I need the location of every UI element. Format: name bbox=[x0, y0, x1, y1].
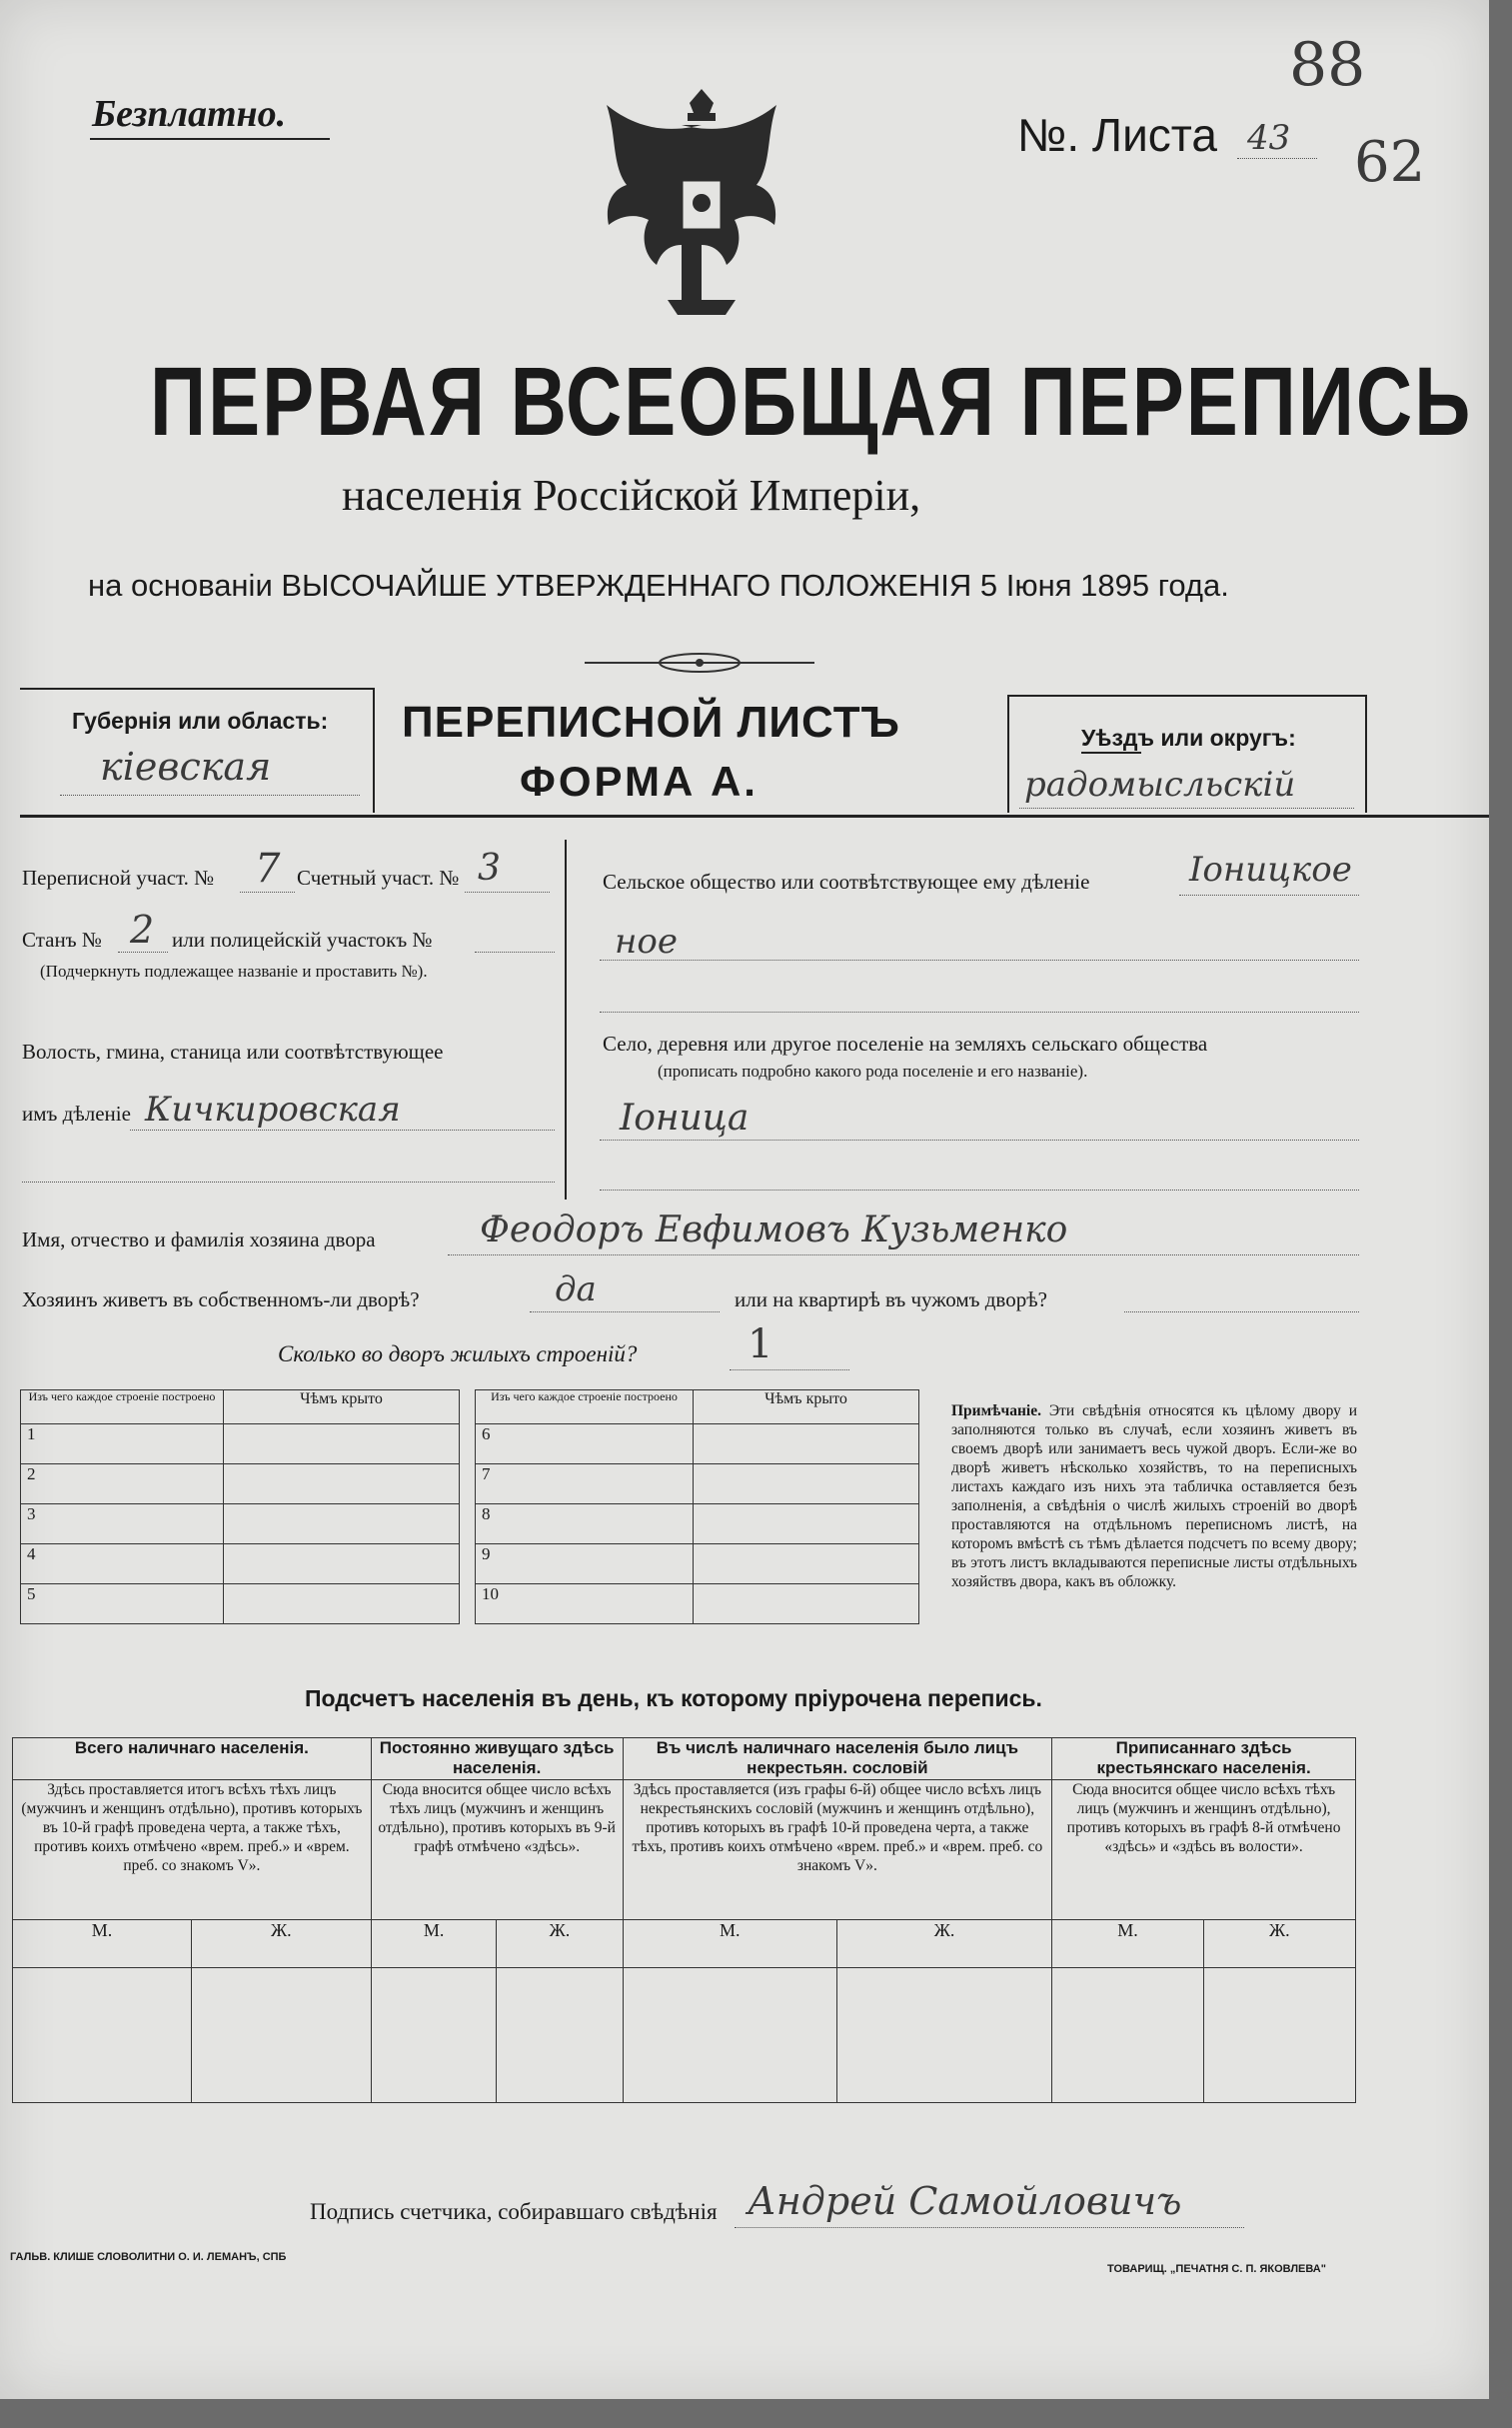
count-section-value: 3 bbox=[478, 848, 501, 889]
rent-label: или на квартирѣ въ чужомъ дворѣ? bbox=[735, 1287, 1047, 1311]
roof-header: Чѣмъ крыто bbox=[694, 1390, 919, 1424]
printer-right: ТОВАРИЩ. „ПЕЧАТНЯ С. П. ЯКОВЛЕВА" bbox=[1107, 2263, 1326, 2275]
note-text: Эти свѣдѣнія относятся къ цѣлому двору и заполняются только въ случаѣ, если хозяинъ живетъ въ своемъ дворѣ или занимаетъ весь чужой дворъ. Если-же во дворѣ живетъ нѣсколько хозяйствъ, то на переписныхъ листахъ каждаго изъ нихъ эта табличка оставляется безъ заполненія, а свѣдѣнія о числѣ жилыхъ строеній во дворѣ проставляются на отдѣльномъ переписномъ листѣ, на которомъ вмѣстѣ съ тѣмъ дѣлается подсчетъ по всему двору; въ этотъ листъ вкладываются переписные листы отдѣльныхъ хозяйствъ двора, какъ въ обложку. bbox=[951, 1402, 1358, 1590]
row-number: 4 bbox=[21, 1544, 224, 1584]
material-header: Изъ чего каждое строеніе построено bbox=[476, 1390, 694, 1424]
row-number: 2 bbox=[21, 1464, 224, 1504]
volost-label: Волость, гмина, станица или соотвѣтствующее bbox=[22, 1040, 444, 1064]
basis-line: на основаніи ВЫСОЧАЙШЕ УТВЕРЖДЕННАГО ПОЛОЖЕНІЯ 5 Іюня 1895 года. bbox=[88, 568, 1229, 603]
police-label: или полицейскій участокъ № bbox=[172, 928, 433, 952]
sheet-number: 43 bbox=[1247, 118, 1291, 158]
count-col-head: Постоянно живущаго здѣсь населенія. bbox=[371, 1738, 623, 1780]
row-number: 5 bbox=[21, 1584, 224, 1624]
row-number: 1 bbox=[21, 1424, 224, 1464]
village-value: Іоница bbox=[620, 1098, 750, 1139]
own-yard-value: да bbox=[555, 1269, 597, 1309]
district-value: радомысльскій bbox=[1024, 765, 1296, 805]
form-title: ПЕРЕПИСНОЙ ЛИСТЪ bbox=[402, 698, 900, 747]
female-header: Ж. bbox=[1203, 1920, 1355, 1968]
owner-label: Имя, отчество и фамилія хозяина двора bbox=[22, 1227, 376, 1251]
volost-label-2: имъ дѣленіе bbox=[22, 1102, 131, 1126]
double-headed-eagle-emblem bbox=[590, 85, 814, 335]
owner-value: Феодоръ Евфимовъ Кузьменко bbox=[480, 1210, 1068, 1250]
province-value: кіевская bbox=[100, 745, 272, 789]
volost-value: Кичкировская bbox=[145, 1090, 401, 1130]
corner-number-2: 62 bbox=[1354, 130, 1426, 195]
stan-label: Станъ № bbox=[22, 928, 102, 952]
district-label: Уѣздъ или округъ: bbox=[1081, 725, 1296, 751]
buildings-label: Сколько во дворъ жилыхъ строеній? bbox=[278, 1341, 638, 1366]
printer-left: ГАЛЬВ. КЛИШЕ СЛОВОЛИТНИ О. И. ЛЕМАНЪ, СПБ bbox=[10, 2251, 287, 2263]
main-title: ПЕРВАЯ ВСЕОБЩАЯ ПЕРЕПИСЬ bbox=[150, 346, 1473, 457]
society-value-2: ное bbox=[615, 922, 678, 962]
own-yard-label: Хозяинъ живетъ въ собственномъ-ли дворѣ? bbox=[22, 1287, 420, 1311]
row-number: 3 bbox=[21, 1504, 224, 1544]
count-col-head: Приписаннаго здѣсь крестьянскаго населенія. bbox=[1052, 1738, 1356, 1780]
count-heading: Подсчетъ населенія въ день, къ которому пріурочена перепись. bbox=[305, 1685, 1042, 1711]
roof-header: Чѣмъ крыто bbox=[224, 1390, 460, 1424]
count-col-text: Сюда вносится общее число всѣхъ тѣхъ лицъ (мужчинъ и женщинъ отдѣльно), противъ которыхъ въ графѣ 8-й отмѣчено «здѣсь» и «здѣсь въ волости». bbox=[1052, 1780, 1356, 1920]
count-col-text: Здѣсь проставляется (изъ графы 6-й) общее число всѣхъ лицъ некрестьянскихъ сословій (мужчинъ и женщинъ отдѣльно), противъ которыхъ въ графѣ 10-й проведена черта, а также тѣхъ, противъ коихъ отмѣчено «врем. преб.» и «врем. преб. со знакомъ V». bbox=[623, 1780, 1052, 1920]
form-name: ФОРМА А. bbox=[520, 758, 758, 805]
signature-value: Андрей Самойловичъ bbox=[748, 2179, 1182, 2223]
male-header: М. bbox=[13, 1920, 192, 1968]
ornament-divider bbox=[585, 648, 814, 678]
male-header: М. bbox=[371, 1920, 497, 1968]
row-number: 9 bbox=[476, 1544, 694, 1584]
row-number: 6 bbox=[476, 1424, 694, 1464]
buildings-table-left bbox=[20, 1389, 460, 1624]
count-col-text: Здѣсь проставляется итогъ всѣхъ тѣхъ лицъ (мужчинъ и женщинъ отдѣльно), противъ которыхъ въ 10-й графѣ проведена черта, а также тѣхъ, противъ коихъ отмѣчено «врем. преб.» и «врем. преб. со знакомъ V». bbox=[13, 1780, 372, 1920]
population-count-table bbox=[12, 1737, 1356, 2103]
material-header: Изъ чего каждое строеніе построено bbox=[21, 1390, 224, 1424]
row-number: 10 bbox=[476, 1584, 694, 1624]
male-header: М. bbox=[623, 1920, 836, 1968]
province-label: Губернія или область: bbox=[72, 708, 329, 734]
female-header: Ж. bbox=[192, 1920, 372, 1968]
stan-note: (Подчеркнуть подлежащее названіе и проставить №). bbox=[40, 962, 428, 981]
census-section-label: Переписной участ. № bbox=[22, 866, 215, 890]
signature-label: Подпись счетчика, собиравшаго свѣдѣнія bbox=[310, 2199, 718, 2224]
society-value-1: Іоницкое bbox=[1189, 850, 1352, 890]
count-section-label: Счетный участ. № bbox=[297, 866, 460, 890]
census-section-value: 7 bbox=[255, 846, 281, 892]
count-col-head: Въ числѣ наличнаго населенія было лицъ некрестьян. сословій bbox=[623, 1738, 1052, 1780]
sheet-label: №. Листа bbox=[1017, 109, 1217, 161]
stan-value: 2 bbox=[130, 908, 155, 952]
count-col-head: Всего наличнаго населенія. bbox=[13, 1738, 372, 1780]
free-label: Безплатно. bbox=[92, 93, 287, 135]
row-number: 7 bbox=[476, 1464, 694, 1504]
note-title: Примѣчаніе. bbox=[951, 1402, 1041, 1419]
buildings-value: 1 bbox=[748, 1321, 773, 1367]
note-block bbox=[951, 1401, 1357, 1591]
row-number: 8 bbox=[476, 1504, 694, 1544]
count-col-text: Сюда вносится общее число всѣхъ тѣхъ лицъ (мужчинъ и женщинъ отдѣльно), противъ которыхъ въ 9-й графѣ отмѣчено «здѣсь». bbox=[371, 1780, 623, 1920]
buildings-table-right bbox=[475, 1389, 919, 1624]
subtitle: населенія Россійской Имперіи, bbox=[342, 471, 921, 520]
society-label: Сельское общество или соотвѣтствующее ему дѣленіе bbox=[603, 870, 1090, 894]
female-header: Ж. bbox=[836, 1920, 1051, 1968]
female-header: Ж. bbox=[497, 1920, 623, 1968]
male-header: М. bbox=[1052, 1920, 1204, 1968]
corner-number-1: 88 bbox=[1289, 30, 1366, 100]
village-label: Село, деревня или другое поселеніе на земляхъ сельскаго общества bbox=[603, 1032, 1208, 1056]
village-note: (прописать подробно какого рода поселеніе и его названіе). bbox=[658, 1062, 1088, 1081]
